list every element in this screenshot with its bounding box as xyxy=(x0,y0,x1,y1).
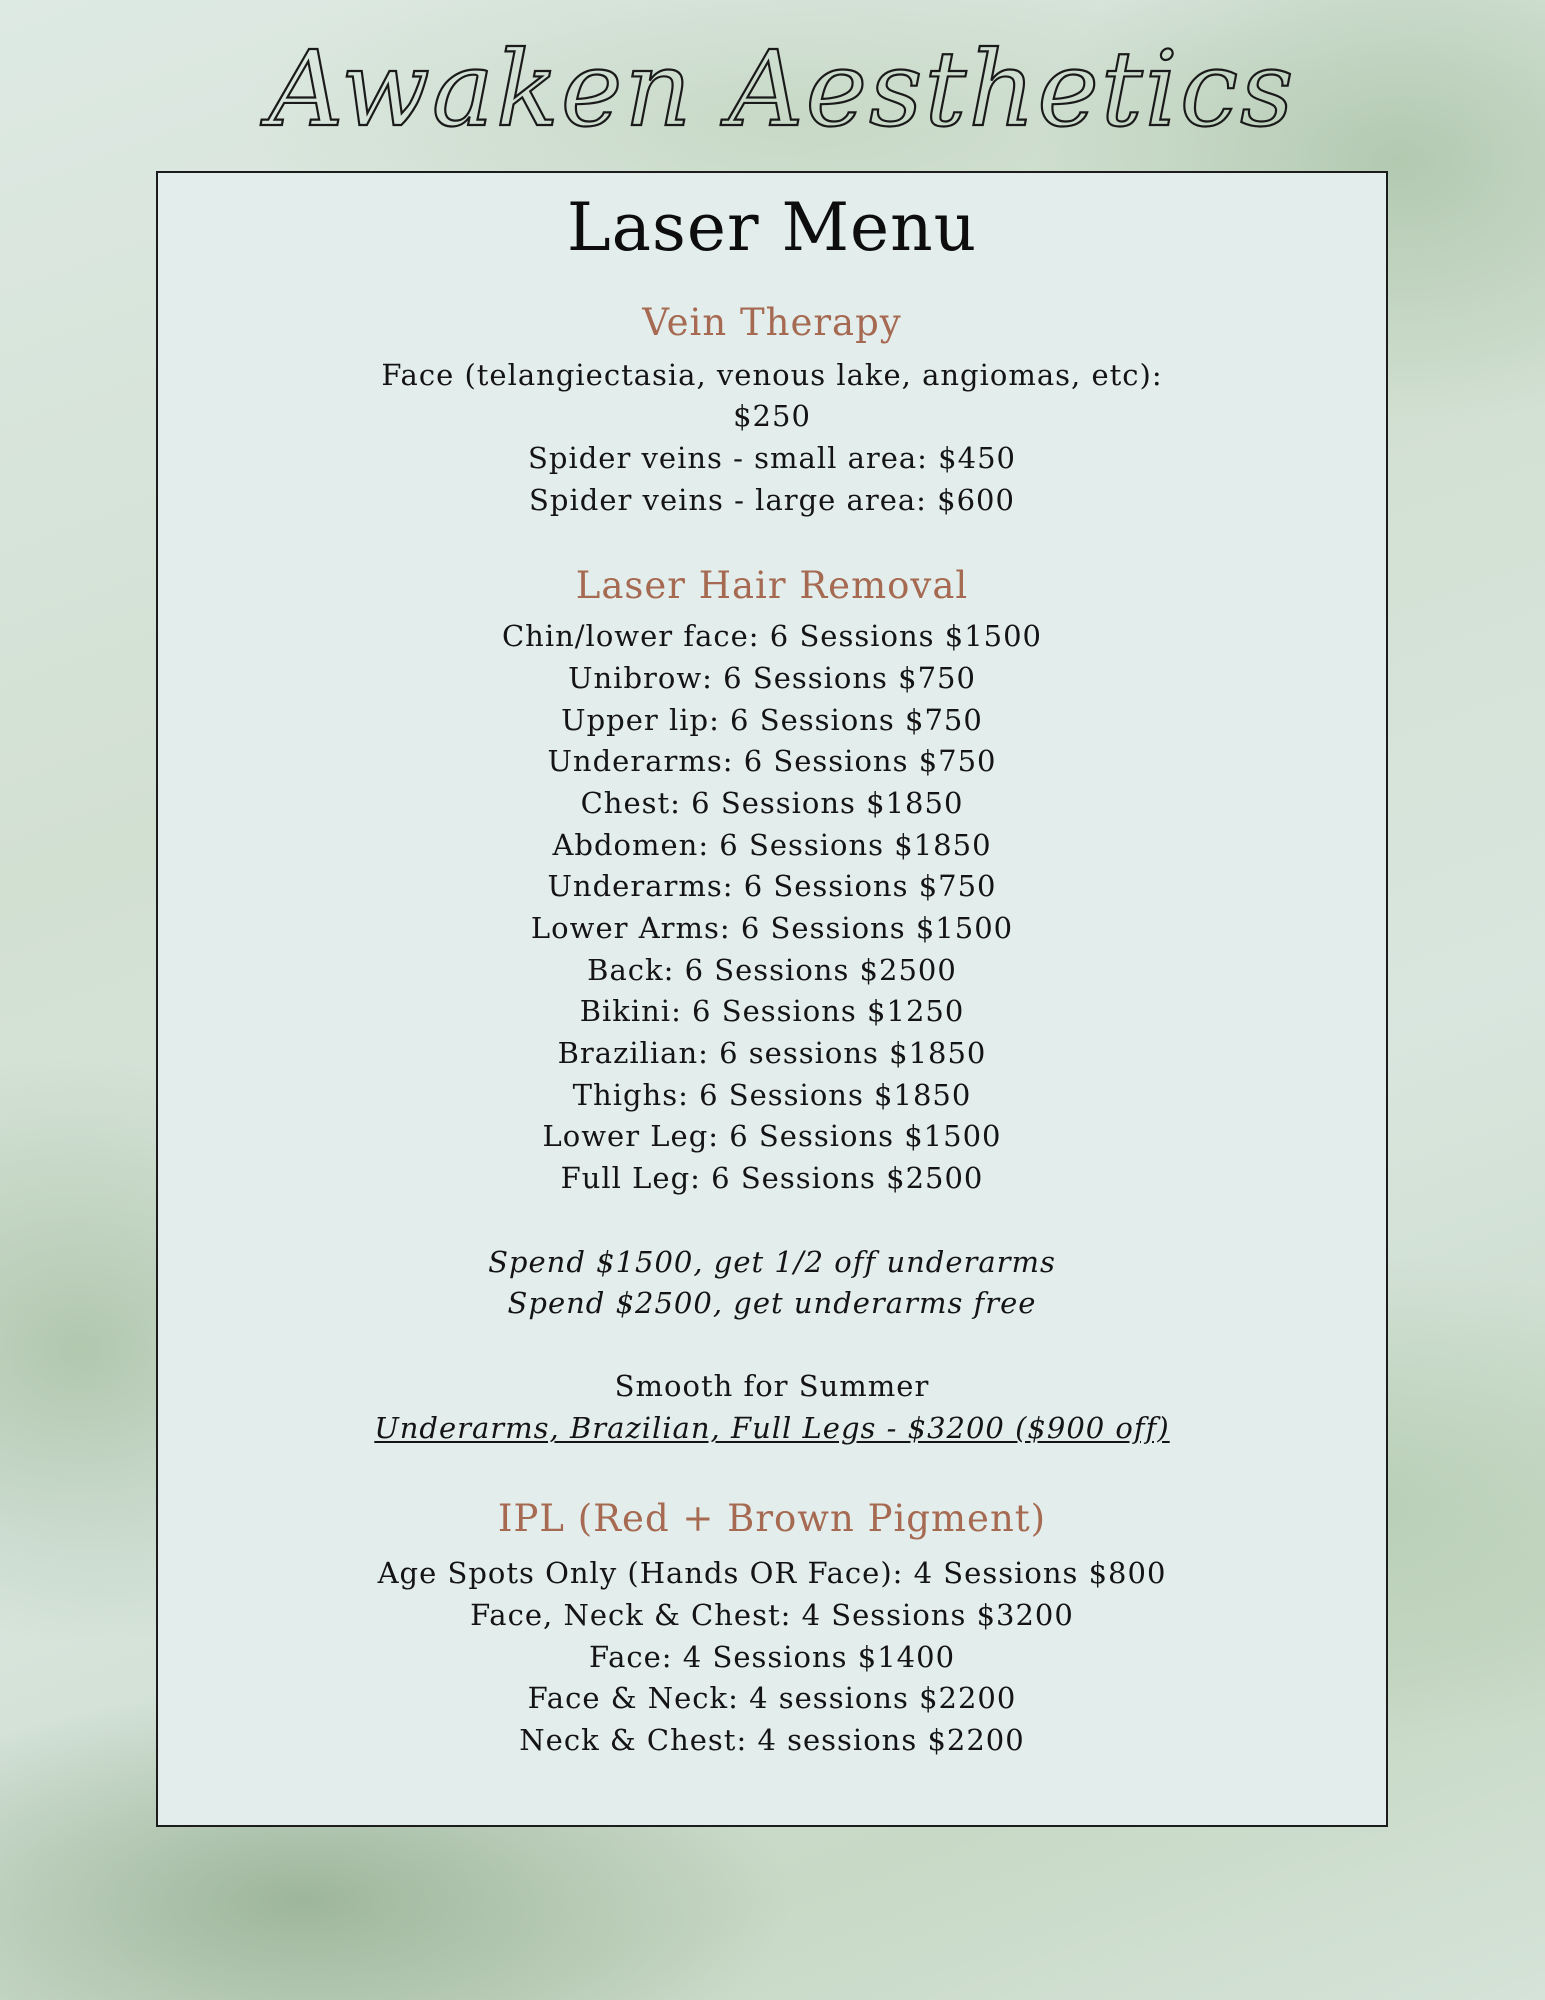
vein-line: $250 xyxy=(733,399,811,433)
hair-removal-line: Lower Arms: 6 Sessions $1500 xyxy=(530,911,1014,945)
hair-removal-line: Chin/lower face: 6 Sessions $1500 xyxy=(501,619,1043,653)
vein-line: Spider veins - large area: $600 xyxy=(529,483,1015,517)
package-title: Smooth for Summer xyxy=(614,1369,930,1403)
ipl-line: Face, Neck & Chest: 4 Sessions $3200 xyxy=(470,1598,1074,1632)
package-detail: Underarms, Brazilian, Full Legs - $3200 ($900 off) xyxy=(374,1411,1170,1445)
ipl-line: Age Spots Only (Hands OR Face): 4 Sessions $800 xyxy=(377,1556,1167,1590)
promo-line: Spend $1500, get 1/2 off underarms xyxy=(488,1245,1056,1279)
brand-logo-script xyxy=(0,0,1545,170)
hair-removal-line: Full Leg: 6 Sessions $2500 xyxy=(560,1161,984,1195)
hair-removal-line: Brazilian: 6 sessions $1850 xyxy=(557,1036,987,1070)
vein-line: Spider veins - small area: $450 xyxy=(528,441,1016,475)
section-heading-hair-removal: Laser Hair Removal xyxy=(575,564,969,607)
section-heading-ipl: IPL (Red + Brown Pigment) xyxy=(497,1497,1047,1540)
hair-removal-line: Underarms: 6 Sessions $750 xyxy=(547,744,997,778)
hair-removal-line: Unibrow: 6 Sessions $750 xyxy=(568,661,976,695)
ipl-line: Neck & Chest: 4 sessions $2200 xyxy=(519,1723,1025,1757)
hair-removal-line: Underarms: 6 Sessions $750 xyxy=(547,869,997,903)
hair-removal-line: Bikini: 6 Sessions $1250 xyxy=(579,994,965,1028)
hair-removal-line: Chest: 6 Sessions $1850 xyxy=(580,786,964,820)
hair-removal-line: Back: 6 Sessions $2500 xyxy=(587,953,957,987)
ipl-line: Face: 4 Sessions $1400 xyxy=(588,1640,956,1674)
laser-menu-card xyxy=(156,171,1388,1827)
brand-name: Awaken Aesthetics xyxy=(268,28,1296,150)
hair-removal-line: Lower Leg: 6 Sessions $1500 xyxy=(542,1119,1002,1153)
hair-removal-line: Thighs: 6 Sessions $1850 xyxy=(572,1078,972,1112)
promo-line: Spend $2500, get underarms free xyxy=(507,1286,1037,1320)
menu-title: Laser Menu xyxy=(566,189,978,266)
ipl-line: Face & Neck: 4 sessions $2200 xyxy=(527,1681,1017,1715)
hair-removal-line: Upper lip: 6 Sessions $750 xyxy=(561,703,983,737)
section-heading-vein-therapy: Vein Therapy xyxy=(642,301,902,344)
hair-removal-line: Abdomen: 6 Sessions $1850 xyxy=(552,828,992,862)
vein-line: Face (telangiectasia, venous lake, angiomas, etc): xyxy=(381,358,1163,392)
